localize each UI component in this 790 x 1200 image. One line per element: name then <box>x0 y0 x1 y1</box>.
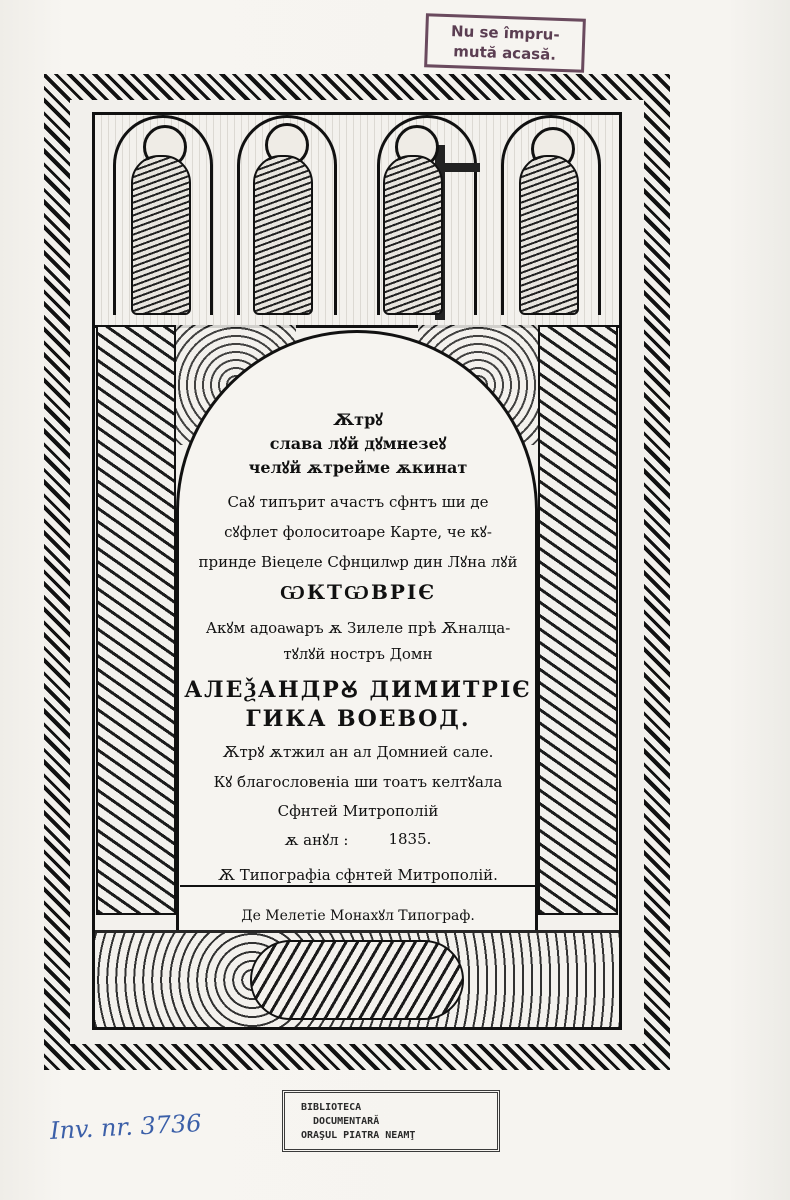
text-line: Саꙋ типърит ачастъ сфнтъ ши де <box>227 493 489 511</box>
stamp-line: mută acasă. <box>453 42 557 64</box>
text-line: тꙋлꙋй ностръ Домн <box>283 645 433 663</box>
text-line: сꙋфлет фолоситоаре Карте, че кꙋ- <box>224 523 492 541</box>
year-label: ѫ анꙋл : <box>284 831 349 849</box>
saint-figure <box>253 155 313 315</box>
text-line: Акꙋм адоаѡаръ ѫ Зилеле прѣ Ѫналца- <box>205 619 511 637</box>
text-line: Кꙋ благословеніа ши тоатъ келтꙋала <box>213 773 503 791</box>
saint-figure <box>131 155 191 315</box>
left-ornamental-column <box>96 325 176 915</box>
imprint-line: Ѫ Типографіа сфнтей Митрополій. <box>218 866 498 884</box>
ruler-title: ГИКА ВОЕВОД. <box>245 706 471 732</box>
title-line: Ѫтрꙋ <box>333 410 383 429</box>
saint-figure <box>519 155 579 315</box>
stamp-line: ORAŞUL PIATRA NEAMŢ <box>301 1130 416 1141</box>
inventory-number: Inv. nr. 3736 <box>49 1109 203 1145</box>
title-line: челꙋй ѫтрейме ѫкинат <box>248 458 468 477</box>
loan-restriction-stamp <box>424 13 586 73</box>
stamp-line: DOCUMENTARĂ <box>313 1116 380 1127</box>
ruler-name: АЛЕѮАНДРꙊ ДИМИТРІЄ <box>184 677 532 703</box>
text-line: Ѫтрꙋ ѫтжил ан ал Домнией сале. <box>222 743 494 761</box>
scrollwork-cartouche <box>250 940 464 1020</box>
month-heading: ѠКТѠВРІЄ <box>279 580 437 604</box>
right-ornamental-column <box>538 325 618 915</box>
imprint-divider <box>180 885 536 887</box>
year-line <box>180 830 536 850</box>
year-value: 1835. <box>388 830 432 848</box>
library-stamp <box>282 1090 500 1152</box>
stamp-line: Nu se împru- <box>450 22 560 44</box>
stamp-line: BIBLIOTECA <box>301 1102 362 1113</box>
text-line: Сфнтей Митрополій <box>277 802 439 820</box>
saints-illustration <box>95 115 619 328</box>
title-line: слава лꙋй дꙋмнезеꙋ <box>269 434 447 453</box>
printer-line: Де Мелетіе Монахꙋл Типограф. <box>241 908 475 924</box>
text-line: принде Віецеле Сфнцилѡр дин Лꙋна лꙋй <box>198 553 518 571</box>
saint-figure <box>383 155 443 315</box>
